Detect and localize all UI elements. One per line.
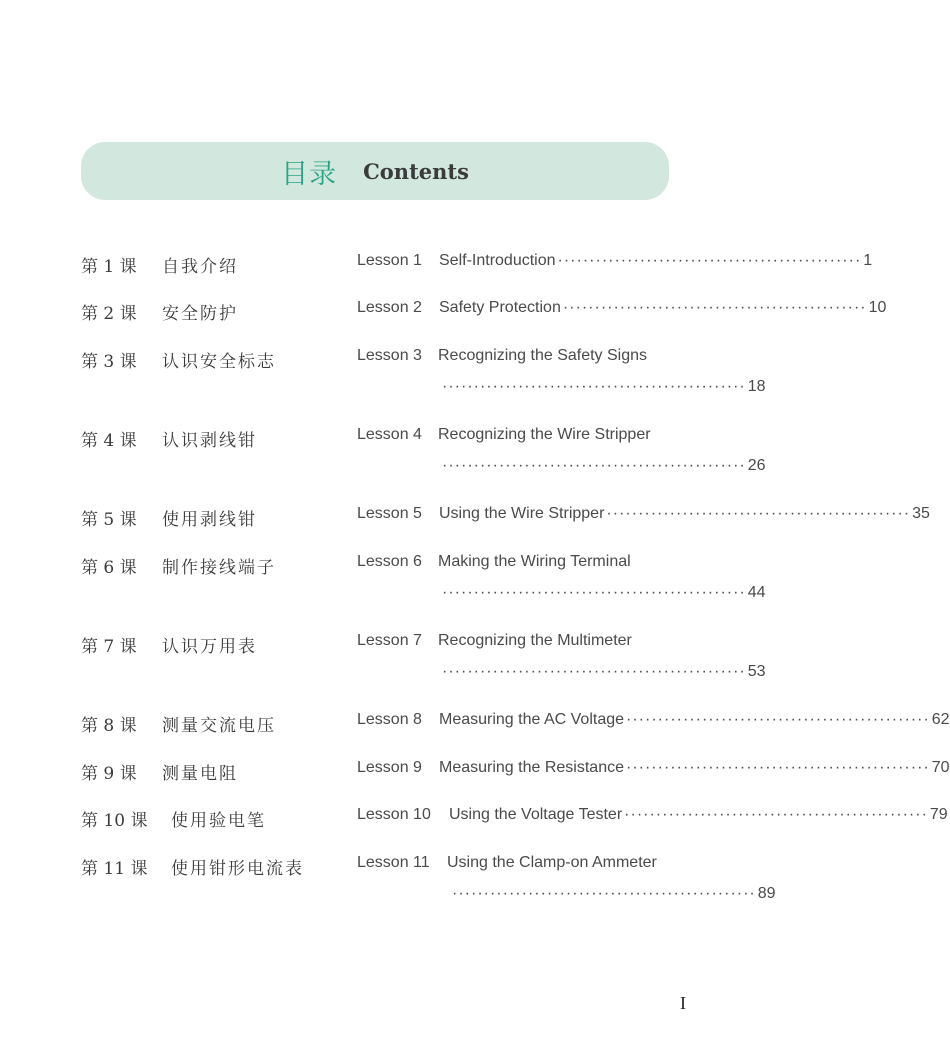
- cn-lesson-title: 认识万用表: [162, 637, 257, 657]
- cn-lesson-title: 自我介绍: [162, 257, 238, 277]
- page-number: 10: [868, 299, 887, 316]
- dot-leader: ················································: [442, 663, 746, 680]
- page-number: 1: [863, 252, 873, 269]
- en-lesson-title: Recognizing the Multimeter: [438, 632, 632, 649]
- page-number: 53: [747, 663, 766, 680]
- cn-lesson-number: 第 6 课: [81, 558, 137, 578]
- dot-leader: ················································: [442, 457, 746, 474]
- cn-lesson-number: 第 4 课: [81, 431, 137, 451]
- cn-lesson-number: 第 2 课: [81, 304, 137, 324]
- page-number: 18: [747, 378, 766, 395]
- folio-page-number: I: [680, 993, 686, 1013]
- cn-lesson-title: 认识剥线钳: [162, 431, 257, 451]
- en-lesson-number: Lesson 11: [357, 854, 430, 871]
- en-lesson-number: Lesson 8: [357, 711, 422, 728]
- page-number: 35: [912, 505, 930, 522]
- page-number: 79: [929, 806, 948, 823]
- en-lesson-title: Using the Voltage Tester: [449, 806, 623, 823]
- en-lesson-title: Recognizing the Wire Stripper: [438, 426, 651, 443]
- cn-lesson-number: 第 11 课: [81, 859, 148, 879]
- cn-lesson-title: 制作接线端子: [162, 558, 276, 578]
- en-lesson-number: Lesson 5: [357, 505, 422, 522]
- en-lesson-title: Recognizing the Safety Signs: [438, 347, 648, 364]
- page-number: 62: [931, 711, 950, 728]
- cn-lesson-title: 认识安全标志: [162, 352, 276, 372]
- cn-lesson-title: 使用验电笔: [171, 811, 266, 831]
- en-lesson-number: Lesson 9: [357, 759, 422, 776]
- en-lesson-number: Lesson 3: [357, 347, 422, 364]
- en-lesson-title: Making the Wiring Terminal: [438, 553, 631, 570]
- contents-title-en: Contents: [363, 158, 469, 184]
- cn-lesson-title: 测量交流电压: [162, 716, 276, 736]
- en-lesson-number: Lesson 4: [357, 426, 422, 443]
- cn-lesson-number: 第 8 课: [81, 716, 137, 736]
- cn-lesson-title: 使用剥线钳: [162, 510, 257, 530]
- dot-leader: ················································: [626, 711, 930, 728]
- en-lesson-number: Lesson 7: [357, 632, 422, 649]
- en-lesson-title: Using the Wire Stripper: [439, 505, 605, 522]
- dot-leader: ················································: [562, 299, 867, 316]
- page-number: 89: [757, 885, 776, 902]
- cn-lesson-title: 使用钳形电流表: [171, 859, 304, 879]
- dot-leader: ················································: [452, 885, 756, 902]
- en-lesson-title: Using the Clamp-on Ammeter: [447, 854, 657, 871]
- en-lesson-number: Lesson 10: [357, 806, 431, 823]
- contents-title-cn: 目录: [281, 158, 338, 190]
- dot-leader: ················································: [624, 806, 928, 823]
- page-number: 44: [747, 584, 766, 601]
- page-number: 26: [747, 457, 766, 474]
- cn-lesson-title: 安全防护: [162, 304, 238, 324]
- en-lesson-title: Measuring the AC Voltage: [439, 711, 625, 728]
- dot-leader: ················································: [557, 252, 862, 269]
- page-number: 70: [931, 759, 950, 776]
- dot-leader: ················································: [442, 378, 746, 395]
- cn-lesson-number: 第 5 课: [81, 510, 137, 530]
- en-lesson-number: Lesson 2: [357, 299, 422, 316]
- en-lesson-number: Lesson 6: [357, 553, 422, 570]
- dot-leader: ················································: [625, 759, 930, 776]
- cn-lesson-number: 第 3 课: [81, 352, 137, 372]
- dot-leader: ················································: [606, 505, 911, 522]
- cn-lesson-number: 第 7 课: [81, 637, 137, 657]
- dot-leader: ················································: [442, 584, 746, 601]
- en-lesson-title: Measuring the Resistance: [439, 759, 624, 776]
- cn-lesson-title: 测量电阻: [162, 764, 238, 784]
- en-lesson-number: Lesson 1: [357, 252, 422, 269]
- cn-lesson-number: 第 9 课: [81, 764, 137, 784]
- cn-lesson-number: 第 10 课: [81, 811, 148, 831]
- en-lesson-title: Safety Protection: [439, 299, 561, 316]
- en-lesson-title: Self-Introduction: [439, 252, 556, 269]
- cn-lesson-number: 第 1 课: [81, 257, 137, 277]
